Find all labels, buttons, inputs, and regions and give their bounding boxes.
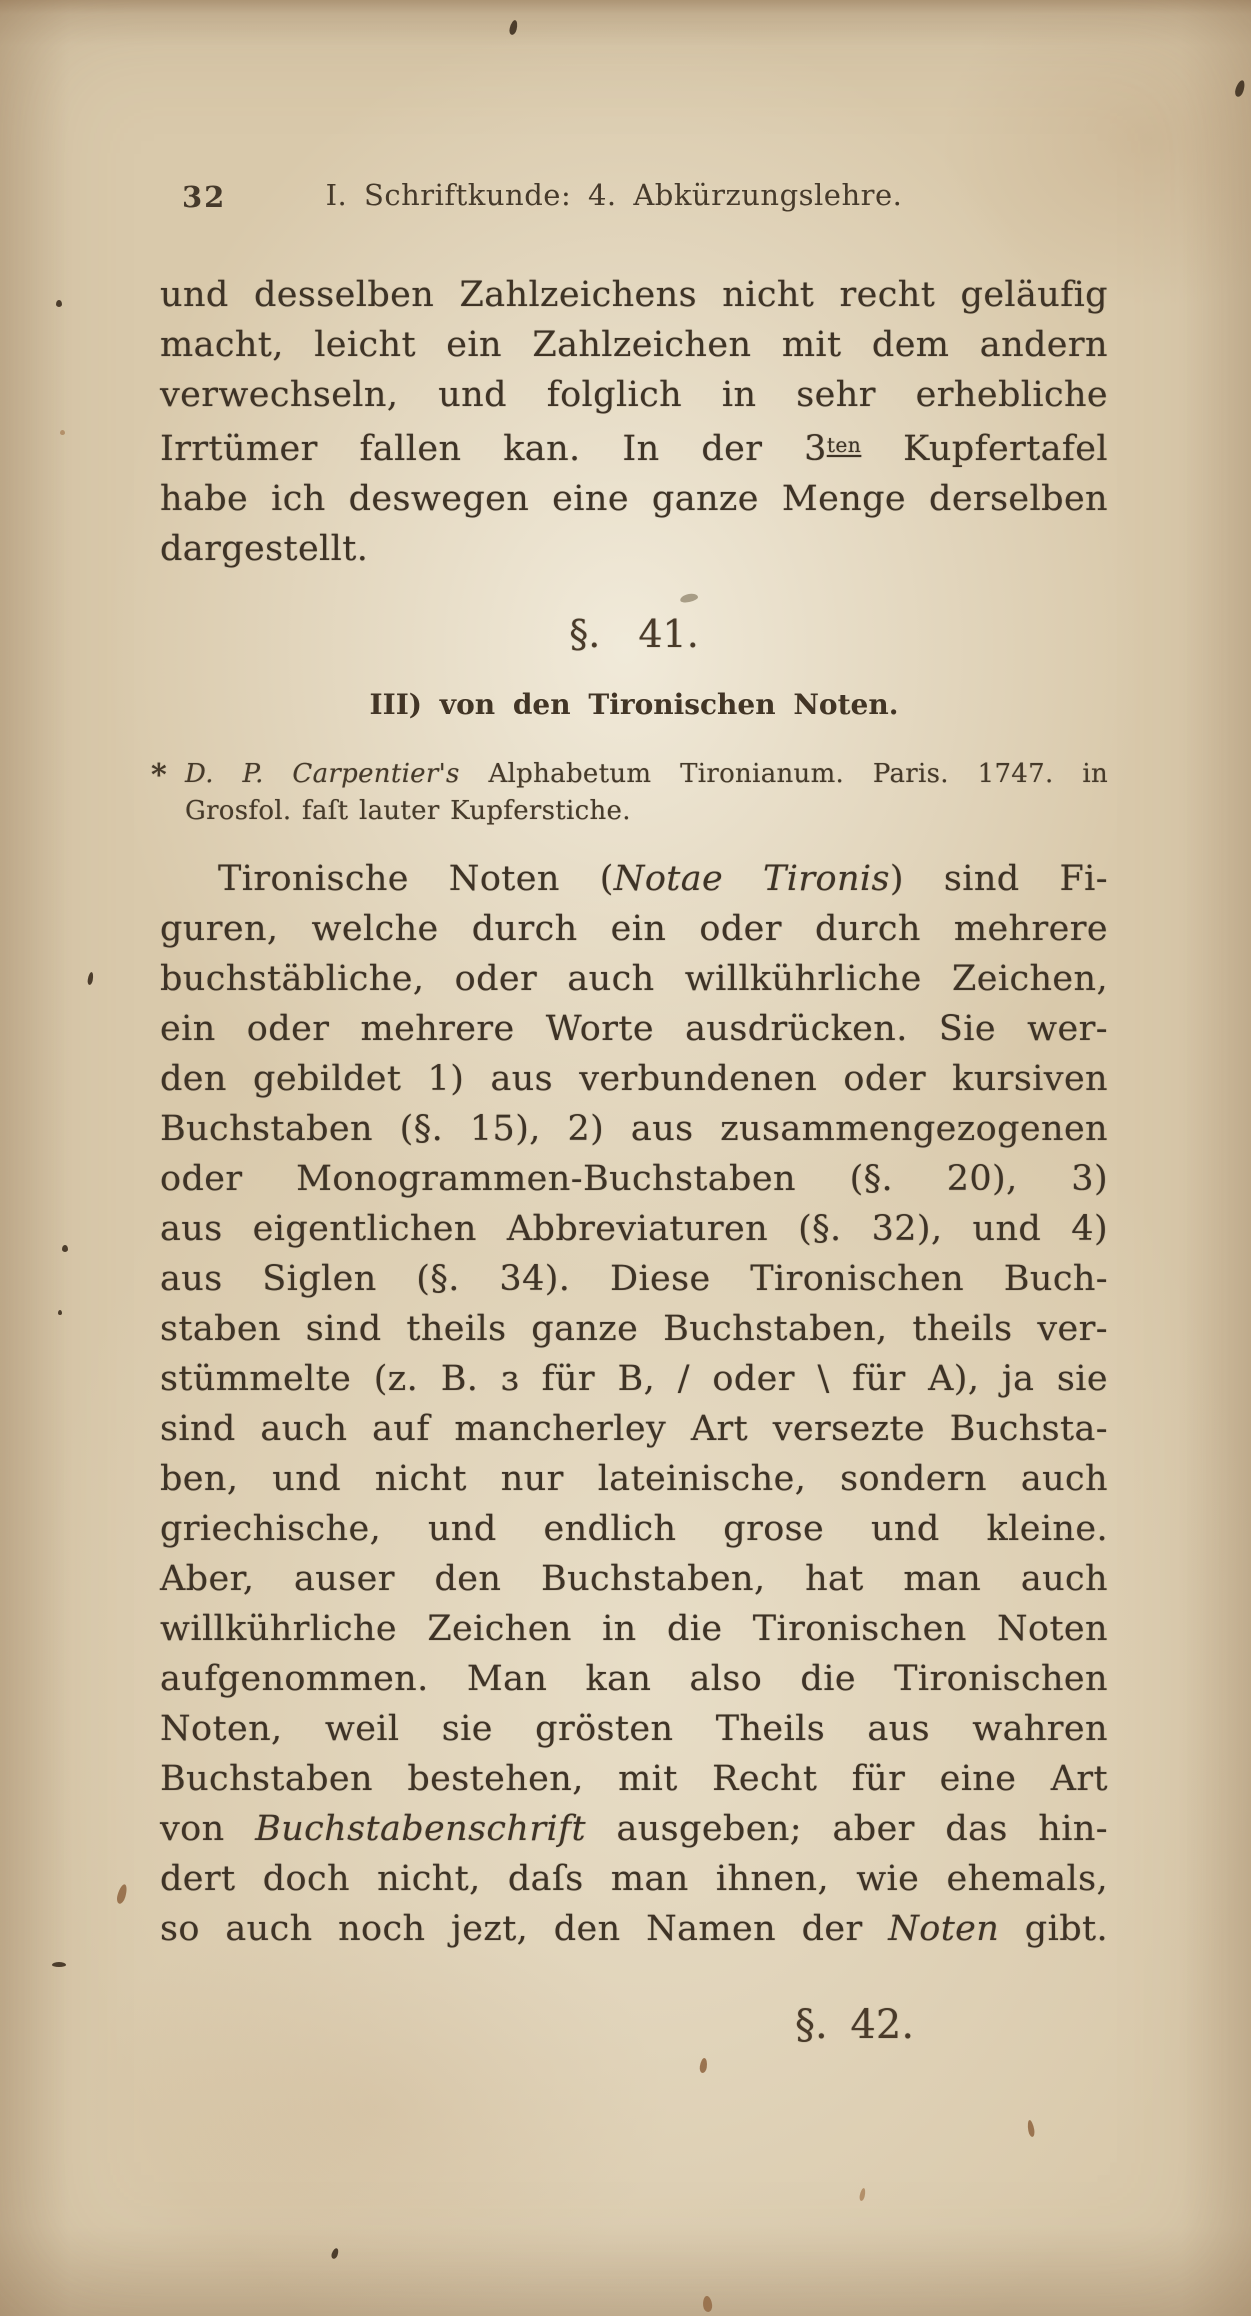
text-line: dargestellt. bbox=[160, 529, 369, 569]
text-line: griechische, und endlich grose und kleine. bbox=[160, 1509, 1108, 1549]
scan-speck bbox=[702, 2296, 713, 2313]
text-line: so auch noch jezt, den Namen der Noten gibt. bbox=[160, 1909, 1108, 1949]
text-line: ein oder mehrere Worte ausdrücken. Sie wer- bbox=[160, 1009, 1108, 1049]
section-41-number: §. 41. bbox=[569, 612, 699, 656]
text-line: aus eigentlichen Abbreviaturen (§. 32), und 4) bbox=[160, 1209, 1108, 1249]
text-line: Aber, auser den Buchstaben, hat man auch bbox=[160, 1559, 1108, 1599]
text-line: und desselben Zahlzeichens nicht recht geläufig bbox=[160, 275, 1108, 315]
text-line: macht, leicht ein Zahlzeichen mit dem andern bbox=[160, 325, 1108, 365]
text-line: verwechseln, und folglich in sehr erhebliche bbox=[160, 375, 1108, 415]
scan-speck bbox=[859, 2188, 867, 2202]
scan-speck bbox=[60, 430, 65, 435]
scan-speck bbox=[330, 2247, 339, 2259]
text-line: Grosfol. faſt lauter Kupferstiche. bbox=[185, 796, 631, 826]
scan-speck bbox=[1234, 79, 1247, 98]
text-line: den gebildet 1) aus verbundenen oder kursiven bbox=[160, 1059, 1108, 1099]
text-line: von Buchstabenschrift ausgeben; aber das hin- bbox=[160, 1809, 1108, 1849]
text-line: aufgenommen. Man kan also die Tironischen bbox=[160, 1659, 1108, 1699]
text-line: willkührliche Zeichen in die Tironischen Noten bbox=[160, 1609, 1108, 1649]
paragraph-tironische-noten bbox=[160, 854, 1108, 1954]
page-number: 32 bbox=[182, 180, 227, 214]
text-line: stümmelte (z. B. ɜ für B, / oder \ für A), ja sie bbox=[160, 1359, 1108, 1399]
scan-speck bbox=[699, 2058, 708, 2074]
text-line: habe ich deswegen eine ganze Menge derselben bbox=[160, 479, 1108, 519]
text-line: staben sind theils ganze Buchstaben, theils ver- bbox=[160, 1309, 1108, 1349]
text-line: dert doch nicht, daſs man ihnen, wie ehemals, bbox=[160, 1859, 1108, 1899]
text-line: guren, welche durch ein oder durch mehrere bbox=[160, 909, 1108, 949]
scan-speck bbox=[87, 972, 94, 986]
scan-speck bbox=[52, 1962, 66, 1967]
text-line: Buchstaben (§. 15), 2) aus zusammengezogenen bbox=[160, 1109, 1108, 1149]
footnote-text bbox=[185, 756, 1108, 830]
text-line: oder Monogrammen-Buchstaben (§. 20), 3) bbox=[160, 1159, 1108, 1199]
running-title: I. Schriftkunde: 4. Abkürzungslehre. bbox=[325, 178, 903, 212]
running-header bbox=[160, 178, 1108, 222]
text-line: Buchstaben bestehen, mit Recht für eine Art bbox=[160, 1759, 1108, 1799]
scan-speck bbox=[1027, 2120, 1036, 2138]
scan-speck bbox=[508, 19, 518, 35]
scan-speck bbox=[58, 1310, 62, 1315]
ink-mark bbox=[115, 1883, 128, 1904]
text-line: D. P. Carpentier's Alphabetum Tironianum. Paris. 1747. in bbox=[185, 759, 1108, 789]
text-line: Noten, weil sie grösten Theils aus wahren bbox=[160, 1709, 1108, 1749]
paragraph-continuation bbox=[160, 270, 1108, 574]
text-line: buchstäbliche, oder auch willkührliche Zeichen, bbox=[160, 959, 1108, 999]
text-line: Tironische Noten (Notae Tironis) sind Fi- bbox=[218, 859, 1108, 899]
text-line: sind auch auf mancherley Art versezte Buchsta- bbox=[160, 1409, 1108, 1449]
scan-smudge bbox=[679, 592, 698, 604]
footnote bbox=[151, 756, 1108, 830]
scan-speck bbox=[56, 300, 62, 307]
text-line: aus Siglen (§. 34). Diese Tironischen Buch- bbox=[160, 1259, 1108, 1299]
section-42-number: §. 42. bbox=[795, 2002, 915, 2048]
footnote-marker: * bbox=[151, 758, 167, 793]
chapter-subheading: III) von den Tironischen Noten. bbox=[369, 688, 899, 721]
scan-speck bbox=[62, 1245, 68, 1252]
text-line: ben, und nicht nur lateinische, sondern auch bbox=[160, 1459, 1108, 1499]
text-line: Irrtümer fallen kan. In der $3^{ten}$ Kupfertafel bbox=[160, 429, 1108, 469]
